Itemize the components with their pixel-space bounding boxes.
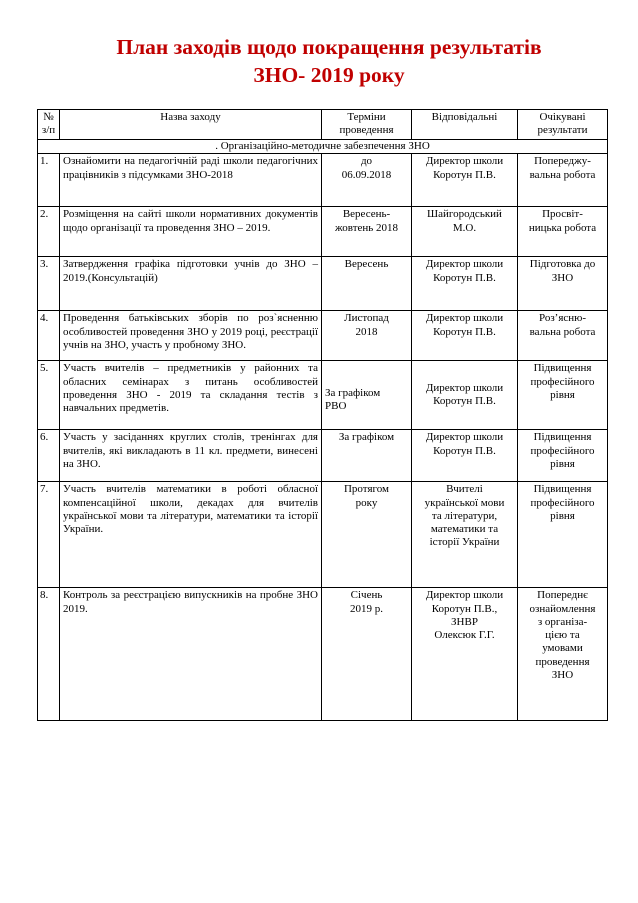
header-terms: Терміни проведення [322,110,412,140]
row-term: Листопад 2018 [322,311,412,361]
row-name: Участь вчителів – предметників у районних та обласних семінарах з питань особливостей проведення ЗНО - 2019 та складання тестів з навчальних предметів. [60,361,322,430]
section-title: . Організаційно-методичне забезпечення ЗНО [38,140,608,154]
section-row [38,140,608,154]
table-row [38,311,608,361]
row-expected: Попереднє ознайомлення з організа- цією та умовами проведення ЗНО [518,588,608,721]
measures-table [37,109,608,721]
row-term: Протягом року [322,482,412,588]
row-num: 4. [38,311,60,361]
header-num: № з/п [38,110,60,140]
table-header-row [38,110,608,140]
table-row [38,482,608,588]
row-expected: Роз’ясню- вальна робота [518,311,608,361]
row-term: Січень 2019 р. [322,588,412,721]
row-responsible: Вчителі української мови та літератури, математики та історії України [412,482,518,588]
row-term: За графіком РВО [322,361,412,430]
row-term: Вересень [322,257,412,311]
row-responsible: Директор школи Коротун П.В. [412,361,518,430]
table-row [38,588,608,721]
row-expected: Підвищення професійного рівня [518,430,608,482]
table-row [38,430,608,482]
row-num: 3. [38,257,60,311]
row-name: Контроль за реєстрацією випускників на пробне ЗНО 2019. [60,588,322,721]
row-num: 6. [38,430,60,482]
header-responsible: Відповідальні [412,110,518,140]
row-num: 8. [38,588,60,721]
row-term: Вересень- жовтень 2018 [322,207,412,257]
row-expected: Підвищення професійного рівня [518,361,608,430]
row-name: Ознайомити на педагогічній раді школи педагогічних працівників з підсумками ЗНО-2018 [60,154,322,207]
row-term: до 06.09.2018 [322,154,412,207]
table-row [38,154,608,207]
row-name: Участь у засіданнях круглих столів, тренінгах для вчителів, які викладають в 11 кл. предмети, винесені на ЗНО. [60,430,322,482]
row-expected: Підвищення професійного рівня [518,482,608,588]
row-responsible: Директор школи Коротун П.В. [412,430,518,482]
row-name: Проведення батьківських зборів по роз`ясненню особливостей проведення ЗНО у 2019 році, реєстрації учнів на ЗНО, участь у пробному ЗНО. [60,311,322,361]
page-title [0,33,638,89]
row-name: Затвердження графіка підготовки учнів до ЗНО – 2019.(Консультацій) [60,257,322,311]
row-expected: Підготовка до ЗНО [518,257,608,311]
row-name: Розміщення на сайті школи нормативних документів щодо організації та проведення ЗНО – 2019. [60,207,322,257]
row-term: За графіком [322,430,412,482]
row-responsible: Директор школи Коротун П.В. [412,257,518,311]
row-num: 1. [38,154,60,207]
header-expected: Очікувані результати [518,110,608,140]
row-expected: Попереджу- вальна робота [518,154,608,207]
row-num: 5. [38,361,60,430]
row-num: 7. [38,482,60,588]
title-line-1: План заходів щодо покращення результатів [116,35,542,59]
table-row [38,257,608,311]
row-responsible: Директор школи Коротун П.В. [412,154,518,207]
header-name: Назва заходу [60,110,322,140]
row-num: 2. [38,207,60,257]
row-responsible: Директор школи Коротун П.В. [412,311,518,361]
row-responsible: Директор школи Коротун П.В., ЗНВР Олексюк Г.Г. [412,588,518,721]
row-expected: Просвіт- ницька робота [518,207,608,257]
title-line-2: ЗНО- 2019 року [253,63,405,87]
row-name: Участь вчителів математики в роботі обласної компенсаційної школи, декадах для вчителів української мови та літератури, математики та історії України. [60,482,322,588]
row-responsible: Шайгородський М.О. [412,207,518,257]
table-row [38,207,608,257]
table-row [38,361,608,430]
